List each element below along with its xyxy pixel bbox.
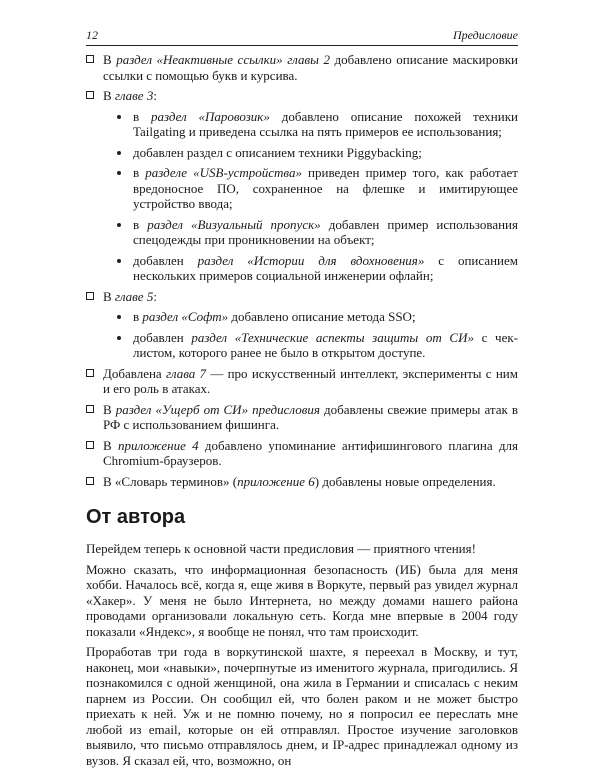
italic-reference: главе 5 — [114, 288, 154, 304]
text-run: ) добавлены новые определения. — [314, 473, 496, 489]
sub-list-item — [103, 145, 518, 161]
text-run: — про искусственный интеллект, эксперименты с ним и его роль в атаках. — [103, 365, 518, 396]
text-run: В — [103, 52, 117, 67]
list-item — [86, 88, 518, 284]
sub-list-item-text — [133, 309, 518, 325]
italic-reference: раздел «Ущерб от СИ» предисловия — [115, 401, 320, 417]
italic-reference: приложение 4 — [117, 437, 199, 453]
bullet-dot-icon — [117, 259, 121, 263]
text-run: добавлен пример использования спецодежды при проникновении на объект; — [133, 216, 518, 247]
sub-list-item — [103, 253, 518, 284]
sub-list-item-text — [133, 330, 518, 361]
list-item — [86, 289, 518, 361]
page-content — [86, 52, 518, 773]
text-run: В — [103, 288, 115, 304]
checkbox-bullet-icon — [86, 441, 94, 449]
sub-list-item — [103, 309, 518, 325]
bullet-dot-icon — [117, 115, 121, 119]
list-item-text — [103, 474, 518, 490]
sub-list-item-text — [133, 217, 518, 248]
sub-list-item — [103, 330, 518, 361]
sub-list-item-text — [133, 165, 518, 212]
text-run: : — [153, 88, 157, 103]
list-item — [86, 438, 518, 469]
list-item-text — [103, 52, 518, 83]
text-run: добавлен раздел с описанием техники Piggybacking; — [133, 144, 422, 160]
italic-reference: разделе «USB-устройства» — [145, 165, 302, 180]
running-header — [86, 28, 518, 46]
text-run: Добавлена — [103, 365, 166, 381]
italic-reference: раздел «Паровозик» — [150, 108, 270, 124]
sub-list-item-text — [133, 253, 518, 284]
italic-reference: раздел «Истории для вдохновения» — [197, 252, 425, 268]
text-run: добавлено упоминание антифишингового плагина для Chromium-браузеров. — [103, 437, 519, 468]
sub-list — [103, 109, 518, 284]
text-run: с чек-листом, которого ранее не было в открытом доступе. — [133, 329, 518, 360]
bullet-dot-icon — [117, 171, 121, 175]
paragraph: Перейдем теперь к основной части предисловия — приятного чтения! — [86, 541, 476, 556]
text-run: добавлено описание метода SSO; — [228, 309, 416, 324]
italic-reference: главе 3 — [114, 88, 154, 103]
text-run: В — [103, 88, 115, 103]
list-item-text — [103, 366, 518, 397]
running-section-title: Предисловие — [452, 28, 518, 42]
checkbox-bullet-icon — [86, 91, 94, 99]
text-run: добавлен — [133, 252, 198, 268]
text-run: В — [103, 437, 118, 453]
text-run: добавлено описание маскировки ссылки с помощью букв и курсива. — [103, 52, 518, 83]
italic-reference: раздел «Неактивные ссылки» главы 2 — [116, 52, 330, 67]
changes-list — [86, 52, 518, 489]
text-run: приведен пример того, как работает вредоносное ПО, сохраненное на флешке и имитирующее устройство ввода; — [133, 165, 518, 211]
sub-list-item-text — [133, 109, 518, 140]
page-number: 12 — [86, 28, 98, 42]
checkbox-bullet-icon — [86, 292, 94, 300]
italic-reference: раздел «Технические аспекты защиты от СИ» — [191, 329, 474, 345]
italic-reference: раздел «Софт» — [142, 309, 229, 324]
italic-reference: раздел «Визуальный пропуск» — [147, 216, 321, 232]
checkbox-bullet-icon — [86, 405, 94, 413]
italic-reference: глава 7 — [165, 365, 207, 381]
text-run: В «Словарь терминов» ( — [103, 473, 238, 489]
sub-list — [103, 309, 518, 361]
sub-list-item — [103, 165, 518, 212]
sub-list-item — [103, 109, 518, 140]
list-item-text — [103, 402, 518, 433]
italic-reference: приложение 6 — [237, 473, 315, 489]
text-run: в — [133, 108, 151, 124]
text-run: в — [133, 309, 143, 324]
text-run: В — [103, 401, 116, 417]
list-item — [86, 52, 518, 83]
bullet-dot-icon — [117, 151, 121, 155]
text-run: добавлен — [133, 329, 192, 345]
text-run: с описанием нескольких примеров социальной инженерии офлайн; — [133, 252, 519, 283]
sub-list-item-text — [133, 145, 518, 161]
list-item — [86, 402, 518, 433]
text-run: добавлено описание похожей техники Tailgating и приведена ссылка на пять примеров ее использования; — [133, 108, 518, 139]
text-run: в — [133, 165, 146, 180]
bullet-dot-icon — [117, 336, 121, 340]
list-item-text — [103, 289, 518, 305]
checkbox-bullet-icon — [86, 55, 94, 63]
text-run: добавлены свежие примеры атак в РФ с использованием фишинга. — [103, 401, 519, 432]
body-text — [86, 541, 518, 768]
list-item-text — [103, 88, 518, 104]
bullet-dot-icon — [117, 315, 121, 319]
paragraph: Можно сказать, что информационная безопасность (ИБ) была для меня хобби. Началось всё, когда я, еще живя в Воркуте, первый раз увидел журнал «Хакер». У меня не было Интернета, но между домами нашего района проводами организовали локальную сеть. Когда мне впервые в 2004 году показали «Яндекс», я вообще не понял, что там происходит. — [86, 561, 518, 639]
text-run: в — [133, 216, 148, 232]
text-run: : — [153, 288, 157, 304]
list-item — [86, 366, 518, 397]
bullet-dot-icon — [117, 223, 121, 227]
checkbox-bullet-icon — [86, 369, 94, 377]
section-heading: От автора — [86, 506, 186, 528]
paragraph: Проработав три года в воркутинской шахте, я переехал в Москву, и тут, наконец, мои «навыки», почерпнутые из именитого журнала, пригодились. Я познакомился с одной женщиной, она жила в Германии и списалась с неким парнем из России. Он сообщил ей, что болен раком и не может быстро приехать к ней. Уж и не помню почему, но я попросил ее переслать мне любой из email, которые он ей отправлял. Простое изучение заголовков выявило, что письмо отправлялось днем, и IP-адрес принадлежал одному из вузов. Я сказал ей, что, возможно, он — [86, 644, 518, 768]
list-item — [86, 474, 518, 490]
checkbox-bullet-icon — [86, 477, 94, 485]
sub-list-item — [103, 217, 518, 248]
list-item-text — [103, 438, 518, 469]
